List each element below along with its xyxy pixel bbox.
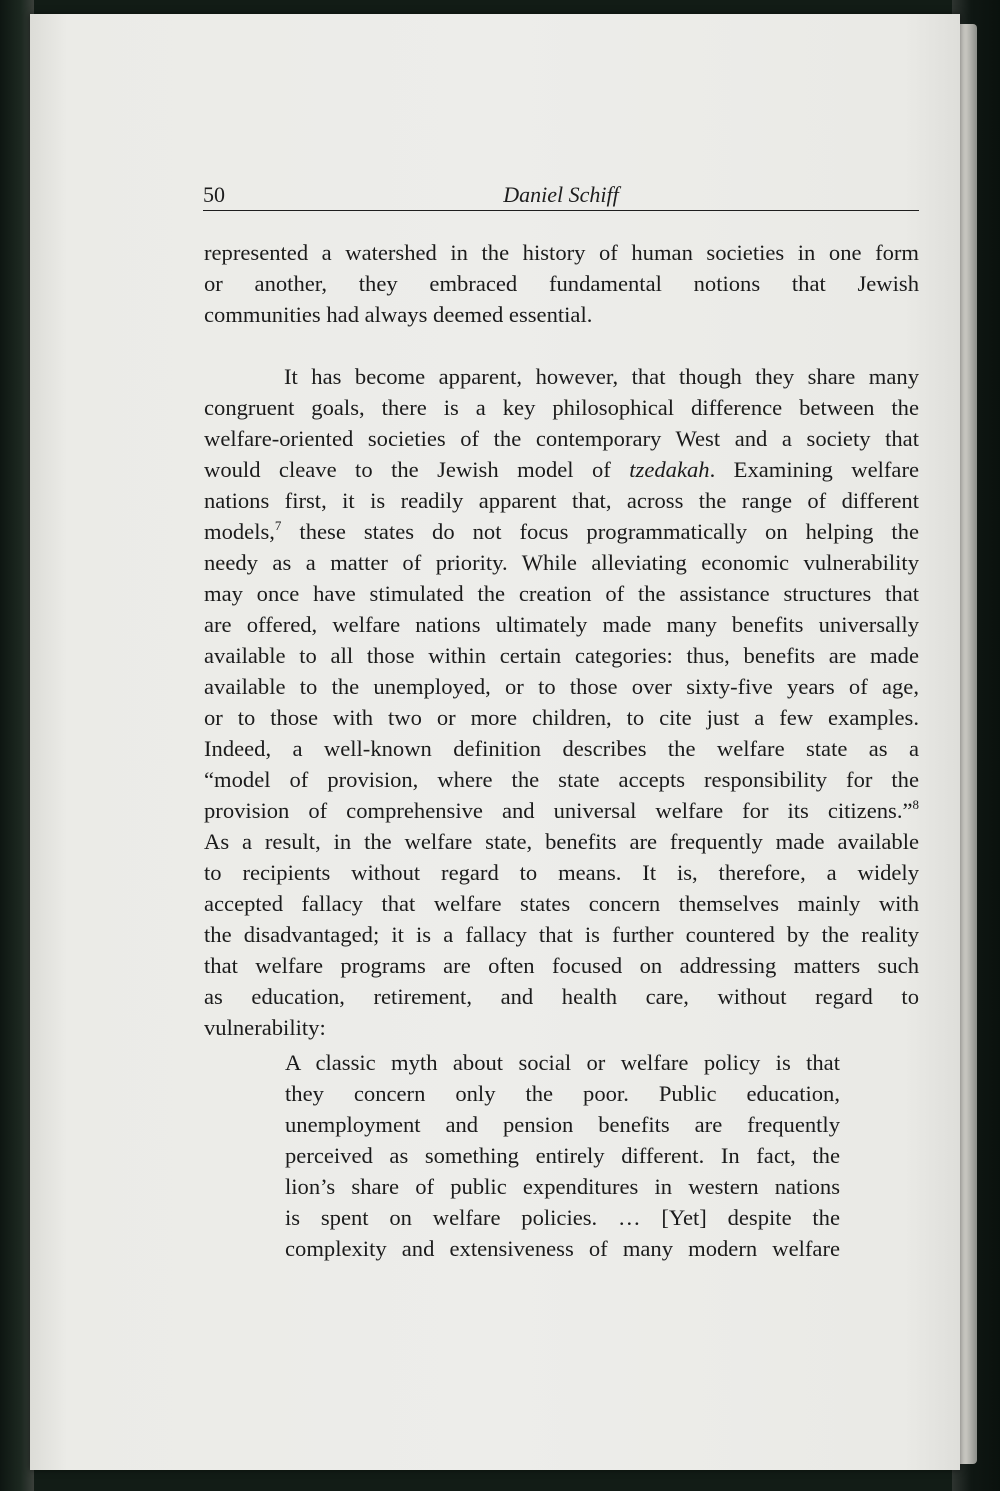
text-line: to recipients without regard to means. It is, therefore, a widely xyxy=(204,860,919,885)
text-line: that welfare programs are often focused on addressing matters such xyxy=(204,953,919,978)
text-line: the disadvantaged; it is a fallacy that is further countered by the reality xyxy=(204,922,919,947)
quote-line: unemployment and pension benefits are frequently xyxy=(285,1112,840,1137)
text-line: needy as a matter of priority. While alleviating economic vulnerability xyxy=(204,550,919,575)
text-line: Indeed, a well-known definition describes the welfare state as a xyxy=(204,736,919,761)
quote-line: complexity and extensiveness of many modern welfare xyxy=(285,1236,840,1261)
text-line: “model of provision, where the state accepts responsibility for the xyxy=(204,767,919,792)
text-line: As a result, in the welfare state, benefits are frequently made available xyxy=(204,829,919,854)
text-line: available to the unemployed, or to those over sixty-five years of age, xyxy=(204,674,919,699)
text-line: or another, they embraced fundamental notions that Jewish xyxy=(204,271,919,296)
scan-background-left xyxy=(0,0,34,1491)
text-line: It has become apparent, however, that though they share many xyxy=(284,364,919,389)
quote-line: A classic myth about social or welfare policy is that xyxy=(285,1050,840,1075)
running-header xyxy=(203,180,919,211)
text-line: would cleave to the Jewish model of tzedakah. Examining welfare xyxy=(204,457,920,482)
text-line: nations first, it is readily apparent that, across the range of different xyxy=(204,488,919,513)
text-line: accepted fallacy that welfare states concern themselves mainly with xyxy=(204,891,919,916)
text-line: welfare-oriented societies of the contemporary West and a society that xyxy=(204,426,919,451)
text-line: models,$^7$ these states do not focus programmatically on helping the xyxy=(204,518,919,544)
footnote-ref: 8 xyxy=(912,797,919,812)
text-line: are offered, welfare nations ultimately made many benefits universally xyxy=(204,612,919,637)
text-line: congruent goals, there is a key philosophical difference between the xyxy=(204,395,919,420)
page-number: 50 xyxy=(203,182,225,207)
quote-line: is spent on welfare policies. … [Yet] despite the xyxy=(285,1205,840,1230)
quote-line: lion’s share of public expenditures in western nations xyxy=(285,1174,840,1199)
block-quote xyxy=(285,1047,840,1264)
footnote-ref: 7 xyxy=(274,518,282,533)
text-line: as education, retirement, and health care, without regard to xyxy=(204,984,919,1009)
text-line: may once have stimulated the creation of the assistance structures that xyxy=(204,581,919,606)
text-line: vulnerability: xyxy=(204,1015,326,1040)
text-line: provision of comprehensive and universal welfare for its citizens.”$^8$ xyxy=(204,797,919,823)
quote-line: perceived as something entirely different. In fact, the xyxy=(285,1143,840,1168)
text-line: or to those with two or more children, to cite just a few examples. xyxy=(204,705,919,730)
text-line: represented a watershed in the history of human societies in one form xyxy=(204,240,919,265)
text-line: available to all those within certain categories: thus, benefits are made xyxy=(204,643,919,668)
running-head-author: Daniel Schiff xyxy=(503,182,619,207)
text-line: communities had always deemed essential. xyxy=(204,302,593,327)
hebrew-term: tzedakah xyxy=(629,457,710,482)
quote-line: they concern only the poor. Public education, xyxy=(285,1081,840,1106)
body-text xyxy=(204,237,919,1043)
